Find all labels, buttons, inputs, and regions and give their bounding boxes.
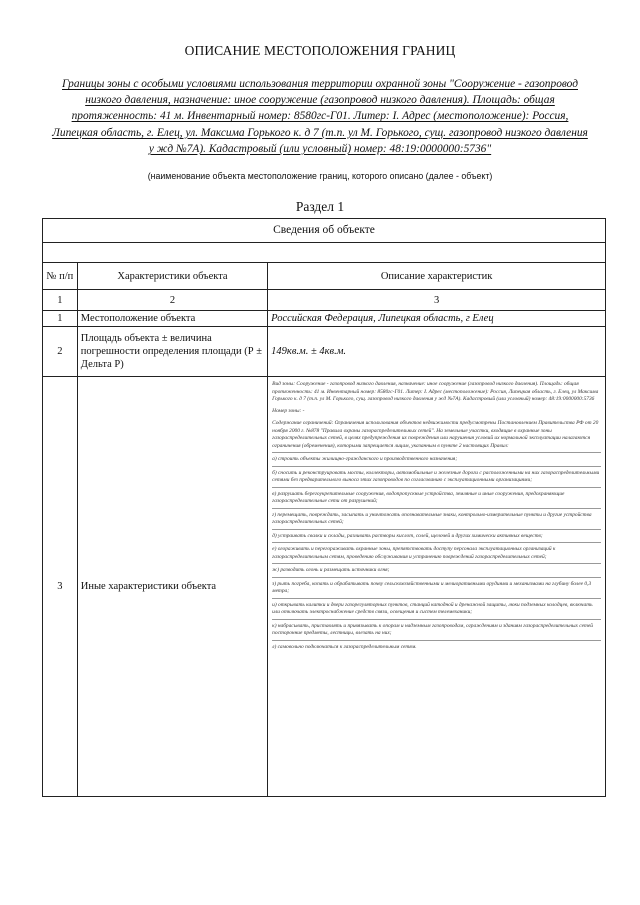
table-row	[43, 311, 606, 327]
info-paragraph: Номер зоны: -	[272, 408, 305, 415]
info-paragraph: и) открывать калитки и двери газорегуляторных пунктов, станций катодной и дренажной защиты, люки подземных колодцев, включать или отключать электроснабжение средств связи, освещения и систем телемеханики;	[272, 602, 601, 620]
row-number: 2	[43, 327, 78, 377]
table-spacer-cell	[43, 243, 606, 263]
row-number: 1	[43, 311, 78, 327]
row-value: 149кв.м. ± 4кв.м.	[268, 327, 606, 377]
object-info-table	[42, 218, 606, 797]
info-paragraph: в) разрушать берегоукрепительные сооружения, водопропускные устройства, земляные и иные сооружения, предохраняющие газораспределительные сети от разрушений;	[272, 491, 601, 509]
info-paragraph: л) самовольно подключаться к газораспределительным сетям.	[272, 643, 417, 650]
document-title: ОПИСАНИЕ МЕСТОПОЛОЖЕНИЯ ГРАНИЦ	[184, 43, 456, 58]
object-caption: (наименование объекта местоположение границ, которого описано (далее - объект)	[147, 171, 493, 181]
table-row	[43, 327, 606, 377]
info-paragraph: е) огораживать и перегораживать охранные зоны, препятствовать доступу персонала эксплуатационных организаций к газораспределительным сетям, проведению обслуживания и устранению повреждений газораспределительных сетей;	[272, 546, 601, 564]
row-value: Российская Федерация, Липецкая область, г Елец	[268, 311, 606, 327]
row-characteristic: Иные характеристики объекта	[77, 377, 267, 797]
info-paragraph: б) сносить и реконструировать мосты, коллекторы, автомобильные и железные дороги с расположенными на них газораспределительными сетями без предварительного выноса этих газопроводов по согласованию с эксплуатационными организациями;	[272, 470, 601, 488]
table-row	[43, 377, 606, 797]
info-paragraph: а) строить объекты жилищно-гражданского и производственного назначения;	[272, 456, 601, 467]
row-number: 3	[43, 377, 78, 797]
other-characteristics-text	[272, 381, 601, 651]
other-characteristics-cell	[268, 377, 606, 797]
col-number-1: 1	[43, 290, 78, 311]
row-characteristic: Местоположение объекта	[77, 311, 267, 327]
header-characteristic: Характеристики объекта	[77, 263, 267, 290]
info-paragraph: Содержание ограничений: Ограничения использования объектов недвижимости предусмотрены Постановлением Правительства РФ от 20 ноября 2000 г. №878 "Правила охраны газораспределительных сетей". На земельные участки, входящие в охранные зоны газораспределительных сетей, в целях предупреждения их повреждения или нарушения условий их нормальной эксплуатации налагаются ограничения (обременения), которыми запрещается лицам, указанным в пункте 2 настоящих Правил:	[272, 420, 601, 453]
col-number-3: 3	[268, 290, 606, 311]
column-number-row	[43, 290, 606, 311]
table-title-row	[43, 219, 606, 243]
info-paragraph: з) рыть погреба, копать и обрабатывать почву сельскохозяйственными и мелиоративными орудиями и механизмами на глубину более 0,3 метра;	[272, 581, 601, 599]
info-paragraph: ж) разводить огонь и размещать источники огня;	[272, 567, 601, 578]
table-title: Сведения об объекте	[43, 219, 606, 243]
zone-description: Границы зоны с особыми условиями использования территории охранной зоны "Сооружение - газопровод низкого давления, назначение: иное сооружение (газопровод низкого давления). Площадь: общая протяженность: 41 м. Инвентарный номер: 8580гс-Г01. Литер: I. Адрес (местоположение): Россия, Липецкая область, г. Елец, ул. Максима Горького к. д 7 (т.п. ул М. Горького, сущ. газопровод низкого давления у жд №7А). Кадастровый (или условный) номер: 48:19:0000000:5736"	[52, 78, 588, 155]
row-characteristic: Площадь объекта ± величина погрешности определения площади (Р ± Дельта Р)	[77, 327, 267, 377]
info-paragraph: Вид зоны: Сооружение - газопровод низкого давления, назначение: иное сооружение (газопровод низкого давления). Площадь: общая протяженность: 41 м. Инвентарный номер: 8580гс-Г01. Литер: I. Адрес (местоположение): Россия, Липецкая область, г. Елец, ул Максима Горького к. д 7 (т.п. ул М. Горького, сущ. газопровод низкого давления у жд №7А). Кадастровый (или условный) номер: 48:19:0000000:5736	[272, 381, 599, 402]
section-title: Раздел 1	[295, 199, 345, 214]
info-paragraph: г) перемещать, повреждать, засыпать и уничтожать опознавательные знаки, контрольно-измерительные пункты и другие устройства газораспределительных сетей;	[272, 512, 601, 530]
table-spacer-row	[43, 243, 606, 263]
info-paragraph: д) устраивать свалки и склады, разливать растворы кислот, солей, щелочей и других химически активных веществ;	[272, 533, 601, 544]
col-number-2: 2	[77, 290, 267, 311]
info-paragraph: к) набрасывать, приставлять и привязывать к опорам и надземным газопроводам, ограждениям и зданиям газораспределительных сетей посторонние предметы, лестницы, влезать на них;	[272, 623, 601, 641]
header-description: Описание характеристик	[268, 263, 606, 290]
table-header-row	[43, 263, 606, 290]
header-number: № п/п	[43, 263, 78, 290]
